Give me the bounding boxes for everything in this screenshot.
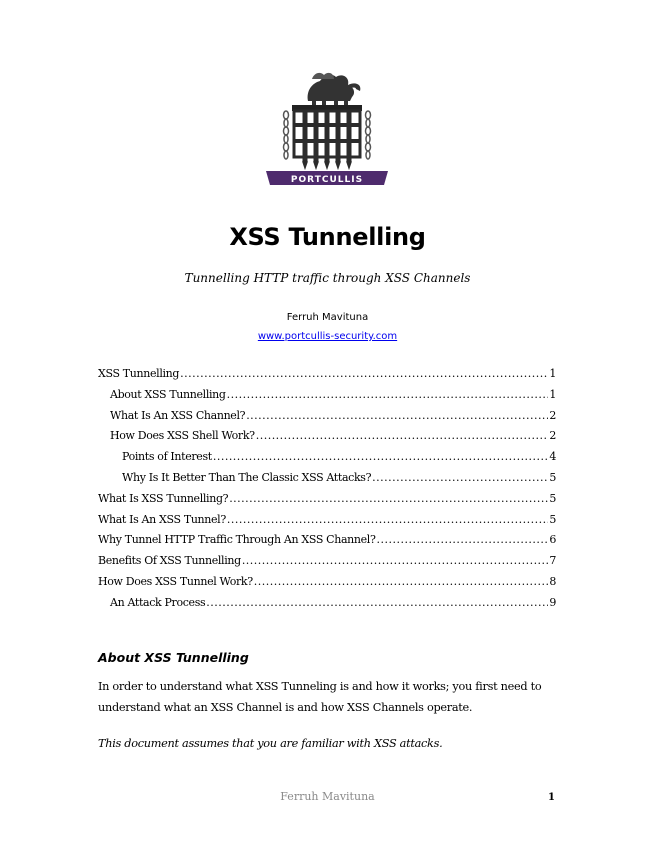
toc-entry[interactable] (98, 575, 556, 596)
section-heading: About XSS Tunnelling (98, 650, 249, 665)
document-subtitle: Tunnelling HTTP traffic through XSS Channels (184, 271, 471, 285)
portcullis-logo (264, 71, 390, 187)
assumption-note: This document assumes that you are familiar with XSS attacks. (98, 737, 443, 750)
toc-leader-dots (227, 513, 548, 526)
toc-leader-dots (256, 429, 549, 442)
toc-leader-dots (246, 409, 548, 422)
toc-entry[interactable] (98, 471, 556, 492)
toc-page-number: 6 (549, 533, 556, 547)
toc-leader-dots (242, 554, 549, 567)
toc-entry-title: XSS Tunnelling (98, 367, 180, 380)
toc-page-number: 7 (549, 554, 556, 568)
toc-leader-dots (206, 596, 548, 609)
toc-entry[interactable] (98, 554, 556, 575)
toc-entry[interactable] (98, 533, 556, 554)
footer-author: Ferruh Mavituna (280, 790, 375, 803)
toc-page-number: 5 (549, 491, 556, 505)
author-name: Ferruh Mavituna (286, 312, 369, 323)
toc-entry[interactable] (98, 450, 556, 471)
toc-entry-title: About XSS Tunnelling (110, 387, 226, 401)
toc-leader-dots (377, 533, 549, 546)
toc-entry[interactable] (98, 513, 556, 534)
toc-entry-title: Benefits Of XSS Tunnelling (98, 554, 241, 568)
toc-entry[interactable] (98, 409, 556, 430)
portcullis-gate-icon (294, 111, 360, 167)
toc-leader-dots (180, 367, 548, 380)
toc-page-number: 9 (549, 595, 556, 609)
toc-leader-dots (254, 575, 549, 588)
toc-entry[interactable] (98, 367, 556, 388)
toc-entry[interactable] (98, 492, 556, 513)
toc-page-number: 5 (549, 470, 556, 484)
toc-entry-title: What Is XSS Tunnelling? (98, 491, 229, 505)
toc-entry-title: An Attack Process (110, 595, 206, 609)
toc-leader-dots (372, 471, 548, 484)
table-of-contents (98, 367, 556, 617)
toc-page-number: 1 (549, 367, 556, 380)
toc-entry-title: Why Tunnel HTTP Traffic Through An XSS Channel? (98, 533, 376, 547)
toc-entry-title: Why Is It Better Than The Classic XSS Attacks? (122, 470, 372, 484)
toc-entry[interactable] (98, 596, 556, 617)
toc-page-number: 2 (549, 408, 556, 422)
toc-leader-dots (227, 388, 549, 401)
toc-entry[interactable] (98, 429, 556, 450)
toc-entry-title: How Does XSS Shell Work? (110, 429, 255, 443)
toc-page-number: 1 (549, 387, 556, 401)
toc-page-number: 4 (549, 450, 556, 464)
lion-icon (308, 73, 361, 105)
footer-page-number: 1 (548, 792, 555, 803)
toc-entry-title: What Is An XSS Channel? (110, 408, 246, 422)
toc-page-number: 2 (549, 429, 556, 443)
toc-leader-dots (213, 450, 549, 463)
intro-paragraph: In order to understand what XSS Tunneling is and how it works; you first need to understand what an XSS Channel is and how XSS Channels operate. (98, 680, 542, 714)
toc-page-number: 5 (549, 512, 556, 526)
website-link-container (0, 331, 655, 342)
document-title: XSS Tunnelling (229, 223, 426, 251)
toc-entry-title: Points of Interest (122, 450, 212, 464)
toc-entry-title: What Is An XSS Tunnel? (98, 512, 226, 526)
toc-entry-title: How Does XSS Tunnel Work? (98, 574, 253, 588)
toc-leader-dots (229, 492, 548, 505)
logo-text: PORTCULLIS (290, 175, 364, 185)
toc-page-number: 8 (549, 574, 556, 588)
toc-entry[interactable] (98, 388, 556, 409)
website-link[interactable]: www.portcullis-security.com (257, 331, 398, 342)
